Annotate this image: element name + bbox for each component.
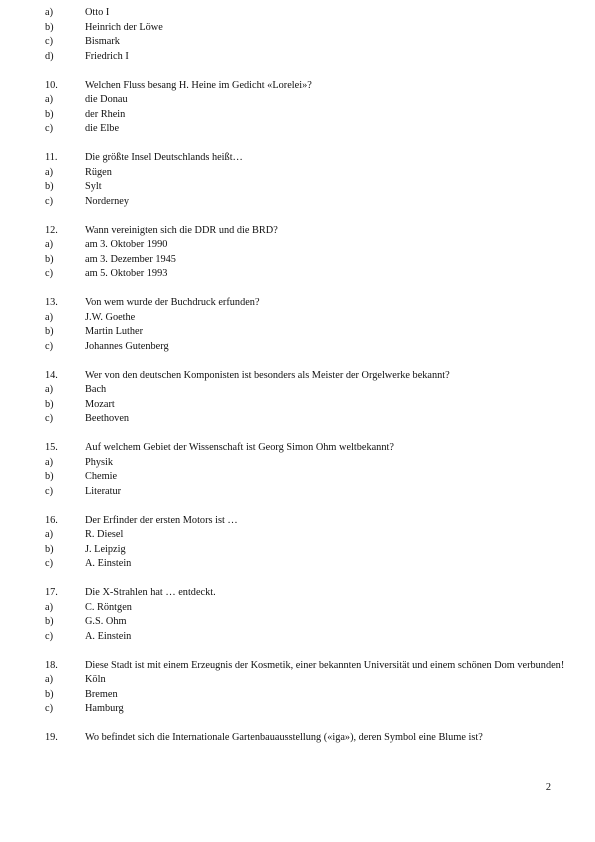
option-letter: a)	[45, 166, 53, 178]
option-text: R. Diesel	[85, 529, 124, 540]
option-text: Hamburg	[85, 703, 124, 714]
answer-option	[45, 50, 565, 65]
option-letter: b)	[45, 326, 54, 337]
answer-option	[45, 630, 565, 645]
option-letter: b)	[45, 108, 54, 120]
question-line	[45, 441, 565, 456]
option-text: Bach	[85, 384, 107, 395]
answer-option	[45, 688, 565, 703]
answer-option	[45, 615, 565, 630]
option-letter: c)	[45, 703, 53, 714]
option-letter: a)	[45, 456, 53, 468]
answer-option	[45, 485, 565, 500]
question-block	[45, 224, 565, 282]
option-text: Physik	[85, 456, 114, 468]
answer-option	[45, 557, 565, 572]
answer-option	[45, 253, 565, 268]
option-letter: a)	[45, 384, 53, 395]
option-text: Chemie	[85, 471, 118, 482]
answer-option	[45, 122, 565, 137]
question-number: 19.	[45, 732, 58, 743]
answer-option	[45, 412, 565, 427]
answer-option	[45, 702, 565, 717]
option-letter: b)	[45, 543, 54, 555]
option-text: J. Leipzig	[85, 543, 126, 555]
page-number: 2	[545, 782, 551, 793]
question-block	[45, 441, 565, 499]
option-text: Köln	[85, 674, 106, 685]
option-text: Norderney	[85, 195, 130, 207]
option-letter: a)	[45, 601, 53, 613]
answer-option	[45, 195, 565, 210]
option-letter: a)	[45, 7, 53, 18]
question-block	[45, 79, 565, 137]
option-text: die Donau	[85, 94, 128, 105]
answer-option	[45, 398, 565, 413]
option-letter: d)	[45, 50, 54, 62]
answer-option	[45, 6, 565, 21]
answer-option	[45, 93, 565, 108]
question-line	[45, 731, 565, 746]
answer-option	[45, 340, 565, 355]
question-number: 18.	[45, 659, 58, 671]
answer-option	[45, 267, 565, 282]
question-line	[45, 79, 565, 94]
question-line	[45, 586, 565, 601]
option-text: A. Einstein	[85, 630, 132, 642]
question-line	[45, 369, 565, 384]
option-letter: c)	[45, 36, 53, 47]
option-letter: a)	[45, 674, 53, 685]
option-text: Mozart	[85, 398, 115, 410]
option-text: Sylt	[85, 181, 102, 192]
option-text: Friedrich I	[85, 50, 129, 62]
option-letter: c)	[45, 485, 53, 497]
question-text: Auf welchem Gebiet der Wissenschaft ist Georg Simon Ohm weltbekannt?	[85, 442, 394, 453]
answer-option	[45, 456, 565, 471]
option-letter: a)	[45, 311, 53, 323]
option-letter: c)	[45, 340, 53, 352]
option-text: C. Röntgen	[85, 601, 132, 613]
question-block	[45, 659, 565, 717]
option-letter: b)	[45, 471, 54, 482]
question-number: 16.	[45, 514, 58, 526]
question-number: 14.	[45, 369, 58, 381]
question-options-continued	[45, 6, 565, 64]
question-line	[45, 514, 565, 529]
option-letter: b)	[45, 398, 54, 410]
question-block	[45, 296, 565, 354]
option-text: Literatur	[85, 485, 122, 497]
answer-option	[45, 166, 565, 181]
option-text: am 5. Oktober 1993	[85, 268, 168, 279]
answer-option	[45, 528, 565, 543]
option-letter: b)	[45, 253, 54, 265]
question-text: Wo befindet sich die Internationale Gartenbauausstellung («iga»), deren Symbol eine Blume ist?	[85, 732, 483, 743]
answer-option	[45, 673, 565, 688]
question-number: 13.	[45, 297, 58, 308]
question-block	[45, 514, 565, 572]
option-text: Bremen	[85, 688, 118, 700]
option-letter: a)	[45, 94, 53, 105]
option-text: A. Einstein	[85, 558, 132, 569]
option-text: Otto I	[85, 7, 110, 18]
question-number: 11.	[45, 152, 58, 163]
question-text: Von wem wurde der Buchdruck erfunden?	[85, 297, 260, 308]
question-text: Welchen Fluss besang H. Heine im Gedicht «Lorelei»?	[85, 79, 312, 91]
question-number: 12.	[45, 224, 58, 236]
option-text: Rügen	[85, 166, 112, 178]
answer-option	[45, 180, 565, 195]
answer-option	[45, 21, 565, 36]
option-text: der Rhein	[85, 108, 126, 120]
option-letter: b)	[45, 181, 54, 192]
question-text: Wann vereinigten sich die DDR und die BRD?	[85, 224, 278, 236]
question-block	[45, 369, 565, 427]
quiz-content	[45, 6, 565, 746]
question-text: Wer von den deutschen Komponisten ist besonders als Meister der Orgelwerke bekannt?	[85, 369, 450, 381]
question-number: 15.	[45, 442, 58, 453]
option-letter: b)	[45, 21, 54, 33]
answer-option	[45, 311, 565, 326]
option-letter: b)	[45, 688, 54, 700]
question-block	[45, 586, 565, 644]
question-text: Die größte Insel Deutschlands heißt…	[85, 152, 243, 163]
option-letter: c)	[45, 413, 53, 424]
question-text: Der Erfinder der ersten Motors ist …	[85, 514, 238, 526]
answer-option	[45, 238, 565, 253]
question-number: 17.	[45, 587, 58, 598]
answer-option	[45, 383, 565, 398]
question-line	[45, 151, 565, 166]
answer-option	[45, 325, 565, 340]
question-line	[45, 296, 565, 311]
question-block	[45, 731, 565, 746]
option-letter: c)	[45, 558, 53, 569]
option-letter: a)	[45, 529, 53, 540]
question-number: 10.	[45, 79, 58, 91]
question-text: Diese Stadt ist mit einem Erzeugnis der Kosmetik, einer bekannten Universität und einem schönen Dom verbunden!	[85, 659, 565, 671]
option-letter: b)	[45, 616, 54, 627]
option-text: Bismark	[85, 36, 120, 47]
option-text: die Elbe	[85, 123, 120, 134]
question-line	[45, 659, 565, 674]
option-text: Beethoven	[85, 413, 130, 424]
option-letter: c)	[45, 268, 53, 279]
question-text: Die X-Strahlen hat … entdeckt.	[85, 587, 216, 598]
answer-option	[45, 543, 565, 558]
answer-option	[45, 470, 565, 485]
option-letter: c)	[45, 123, 53, 134]
option-text: am 3. Oktober 1990	[85, 239, 168, 250]
option-text: Heinrich der Löwe	[85, 21, 163, 33]
answer-option	[45, 35, 565, 50]
answer-option	[45, 108, 565, 123]
question-line	[45, 224, 565, 239]
option-letter: c)	[45, 630, 53, 642]
option-text: J.W. Goethe	[85, 311, 136, 323]
option-letter: c)	[45, 195, 53, 207]
option-letter: a)	[45, 239, 53, 250]
option-text: am 3. Dezember 1945	[85, 253, 176, 265]
answer-option	[45, 601, 565, 616]
option-text: Johannes Gutenberg	[85, 340, 169, 352]
question-block	[45, 151, 565, 209]
option-text: G.S. Ohm	[85, 616, 127, 627]
option-text: Martin Luther	[85, 326, 144, 337]
